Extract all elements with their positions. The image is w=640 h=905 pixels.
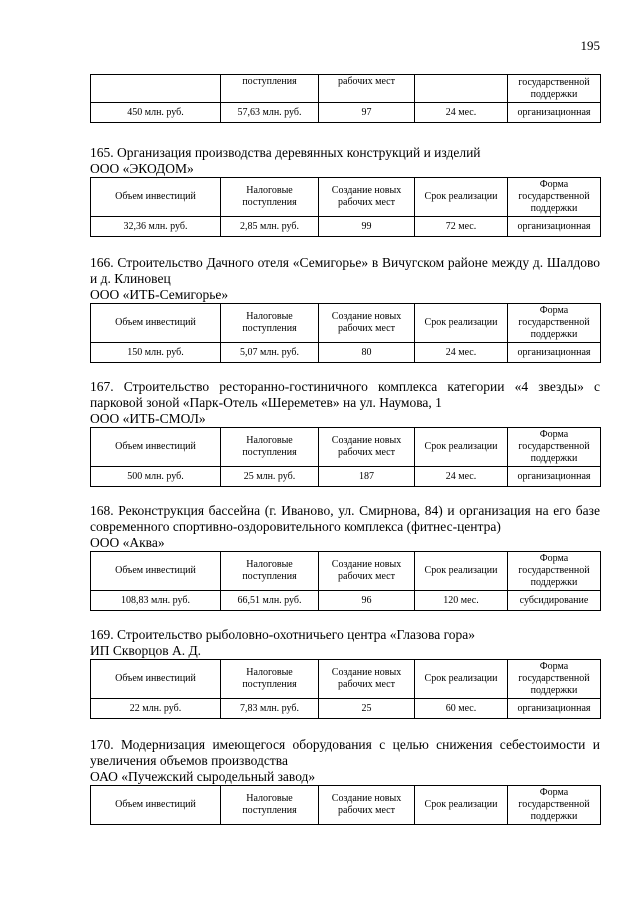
project-title: 167. Строительство ресторанно-гостиничного комплекса категории «4 звезды» с парковой зоной «Парк-Отель «Шереметев» на ул. Наумова, 1 <box>90 379 600 410</box>
header-investment: Объем инвестиций <box>91 786 221 825</box>
investment-cell: 22 млн. руб. <box>91 699 221 719</box>
investment-cell: 500 млн. руб. <box>91 467 221 487</box>
tax-cell: 25 млн. руб. <box>221 467 319 487</box>
project-168 <box>90 503 600 611</box>
header-support: Форма государственной поддержки <box>508 428 601 467</box>
project-title: 166. Строительство Дачного отеля «Семигорье» в Вичугском районе между д. Шалдово и д. Клиновец <box>90 255 600 286</box>
table-header-row <box>91 75 601 103</box>
project-170 <box>90 737 600 825</box>
header-term: Срок реализации <box>415 178 508 217</box>
header-tax: Налоговые поступления <box>221 660 319 699</box>
project-169 <box>90 627 600 719</box>
table-row <box>91 467 601 487</box>
investment-cell: 32,36 млн. руб. <box>91 217 221 237</box>
investment-cell: 108,83 млн. руб. <box>91 591 221 611</box>
header-jobs: Создание новых рабочих мест <box>319 178 415 217</box>
header-cell: государственной поддержки <box>508 75 601 103</box>
term-cell: 24 мес. <box>415 343 508 363</box>
project-title: 169. Строительство рыболовно-охотничьего центра «Глазова гора» <box>90 627 476 642</box>
table-header-row <box>91 786 601 825</box>
project-company: ООО «ИТБ-Семигорье» <box>90 287 229 302</box>
project-166 <box>90 255 600 363</box>
header-tax: Налоговые поступления <box>221 178 319 217</box>
project-table <box>90 785 601 825</box>
project-167 <box>90 379 600 487</box>
tax-cell: 5,07 млн. руб. <box>221 343 319 363</box>
continued-table-block <box>90 74 600 123</box>
support-cell: организационная <box>508 699 601 719</box>
jobs-cell: 96 <box>319 591 415 611</box>
table-header-row <box>91 660 601 699</box>
header-jobs: Создание новых рабочих мест <box>319 428 415 467</box>
jobs-cell: 80 <box>319 343 415 363</box>
table-header-row <box>91 178 601 217</box>
table-row <box>91 103 601 123</box>
header-cell: поступления <box>221 75 319 103</box>
term-cell: 24 мес. <box>415 467 508 487</box>
header-jobs: Создание новых рабочих мест <box>319 786 415 825</box>
project-table <box>90 303 601 363</box>
term-cell: 120 мес. <box>415 591 508 611</box>
project-table <box>90 177 601 237</box>
jobs-cell: 99 <box>319 217 415 237</box>
support-cell: субсидирование <box>508 591 601 611</box>
support-cell: организационная <box>508 217 601 237</box>
investment-cell: 450 млн. руб. <box>91 103 221 123</box>
project-165 <box>90 145 600 237</box>
header-tax: Налоговые поступления <box>221 428 319 467</box>
jobs-cell: 25 <box>319 699 415 719</box>
header-tax: Налоговые поступления <box>221 304 319 343</box>
header-investment: Объем инвестиций <box>91 660 221 699</box>
term-cell: 24 мес. <box>415 103 508 123</box>
project-company: ООО «ИТБ-СМОЛ» <box>90 411 206 426</box>
support-cell: организационная <box>508 103 601 123</box>
project-table <box>90 659 601 719</box>
header-term: Срок реализации <box>415 304 508 343</box>
header-term: Срок реализации <box>415 552 508 591</box>
tax-cell: 2,85 млн. руб. <box>221 217 319 237</box>
project-company: ООО «Аква» <box>90 535 165 550</box>
header-jobs: Создание новых рабочих мест <box>319 552 415 591</box>
project-table <box>90 427 601 487</box>
term-cell: 72 мес. <box>415 217 508 237</box>
project-company: ОАО «Пучежский сыродельный завод» <box>90 769 316 784</box>
header-tax: Налоговые поступления <box>221 552 319 591</box>
project-title: 168. Реконструкция бассейна (г. Иваново, ул. Смирнова, 84) и организация на его базе современного спортивно-оздоровительного комплекса (фитнес-центра) <box>90 503 600 534</box>
table-header-row <box>91 552 601 591</box>
header-term: Срок реализации <box>415 786 508 825</box>
header-investment: Объем инвестиций <box>91 552 221 591</box>
table-header-row <box>91 304 601 343</box>
project-table <box>90 551 601 611</box>
jobs-cell: 97 <box>319 103 415 123</box>
tax-cell: 7,83 млн. руб. <box>221 699 319 719</box>
project-title: 170. Модернизация имеющегося оборудования с целью снижения себестоимости и увеличения объемов производства <box>90 737 600 768</box>
header-investment: Объем инвестиций <box>91 178 221 217</box>
project-company: ООО «ЭКОДОМ» <box>90 161 194 176</box>
header-support: Форма государственной поддержки <box>508 178 601 217</box>
header-cell <box>415 75 508 103</box>
header-cell <box>91 75 221 103</box>
table-header-row <box>91 428 601 467</box>
table-row <box>91 343 601 363</box>
support-cell: организационная <box>508 467 601 487</box>
term-cell: 60 мес. <box>415 699 508 719</box>
tax-cell: 57,63 млн. руб. <box>221 103 319 123</box>
tax-cell: 66,51 млн. руб. <box>221 591 319 611</box>
header-cell: рабочих мест <box>319 75 415 103</box>
header-term: Срок реализации <box>415 428 508 467</box>
table-row <box>91 217 601 237</box>
header-support: Форма государственной поддержки <box>508 660 601 699</box>
header-support: Форма государственной поддержки <box>508 552 601 591</box>
header-support: Форма государственной поддержки <box>508 304 601 343</box>
project-company: ИП Скворцов А. Д. <box>90 643 202 658</box>
header-investment: Объем инвестиций <box>91 428 221 467</box>
header-jobs: Создание новых рабочих мест <box>319 304 415 343</box>
header-support: Форма государственной поддержки <box>508 786 601 825</box>
header-tax: Налоговые поступления <box>221 786 319 825</box>
table-row <box>91 699 601 719</box>
continued-table <box>90 74 601 123</box>
table-row <box>91 591 601 611</box>
support-cell: организационная <box>508 343 601 363</box>
investment-cell: 150 млн. руб. <box>91 343 221 363</box>
page-number: 195 <box>580 38 600 53</box>
header-term: Срок реализации <box>415 660 508 699</box>
header-jobs: Создание новых рабочих мест <box>319 660 415 699</box>
header-investment: Объем инвестиций <box>91 304 221 343</box>
project-title: 165. Организация производства деревянных конструкций и изделий <box>90 145 481 160</box>
jobs-cell: 187 <box>319 467 415 487</box>
